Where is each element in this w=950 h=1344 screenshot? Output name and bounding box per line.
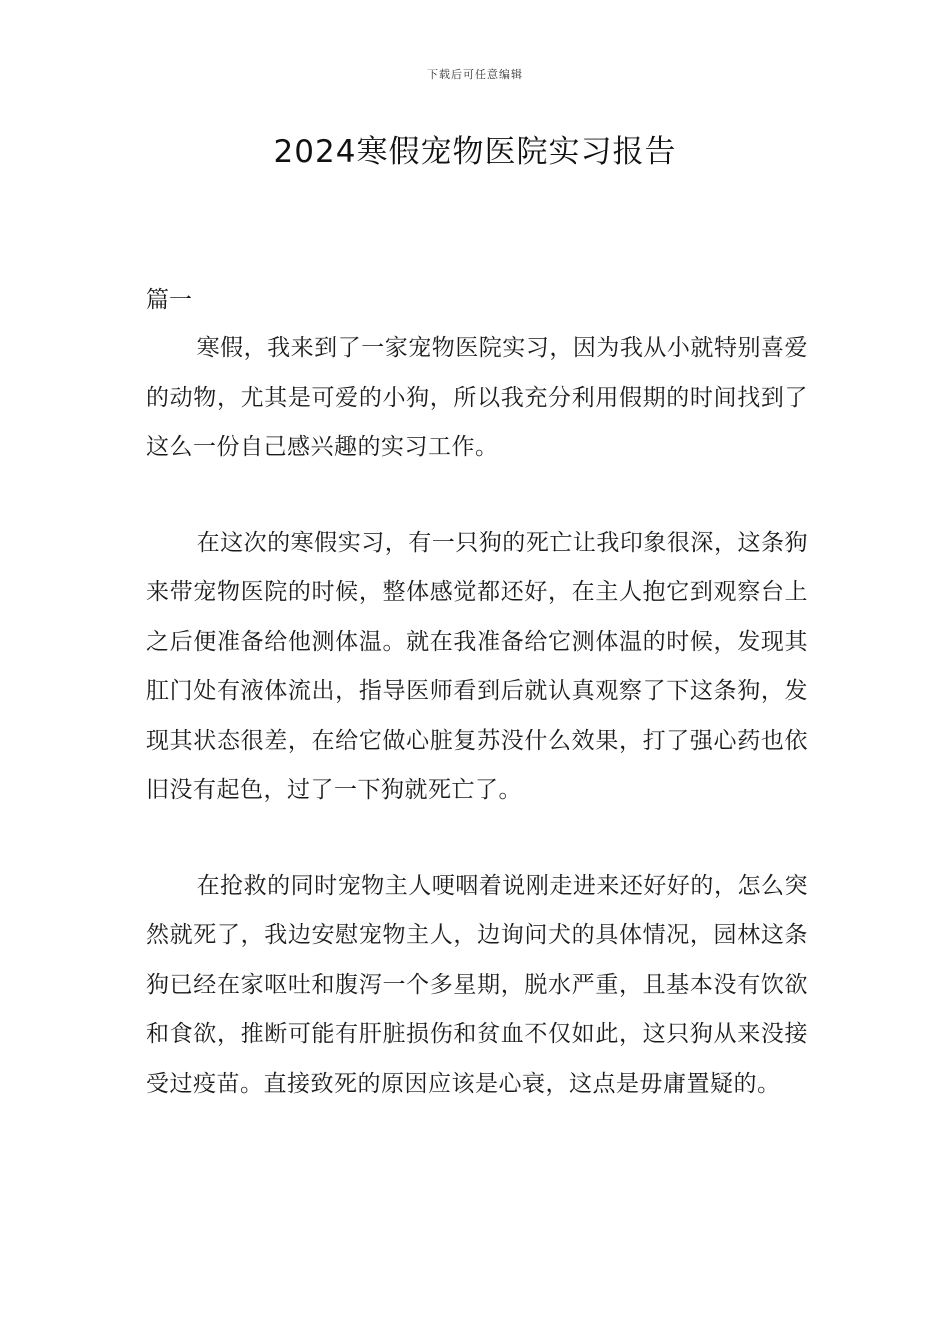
document-body (146, 280, 808, 1109)
paragraph-3: 在抢救的同时宠物主人哽咽着说刚走进来还好好的，怎么突然就死了，我边安慰宠物主人，边询问犬的具体情况，园林这条狗已经在家呕吐和腹泻一个多星期，脱水严重，且基本没有饮欲和食欲，推断可能有肝脏损伤和贫血不仅如此，这只狗从来没接受过疫苗。直接致死的原因应该是心衰，这点是毋庸置疑的。 (146, 872, 808, 1097)
header-note: 下载后可任意编辑 (427, 68, 523, 81)
paragraph-1: 寒假，我来到了一家宠物医院实习，因为我从小就特别喜爱的动物，尤其是可爱的小狗，所以我充分利用假期的时间找到了这么一份自己感兴趣的实习工作。 (146, 335, 808, 460)
document-title: 2024寒假宠物医院实习报告 (273, 134, 677, 170)
section-label: 篇一 (146, 287, 192, 313)
paragraph-2: 在这次的寒假实习，有一只狗的死亡让我印象很深，这条狗来带宠物医院的时候，整体感觉都还好，在主人抱它到观察台上之后便准备给他测体温。就在我准备给它测体温的时候，发现其肛门处有液体流出，指导医师看到后就认真观察了下这条狗，发现其状态很差，在给它做心脏复苏没什么效果，打了强心药也依旧没有起色，过了一下狗就死亡了。 (146, 529, 808, 803)
